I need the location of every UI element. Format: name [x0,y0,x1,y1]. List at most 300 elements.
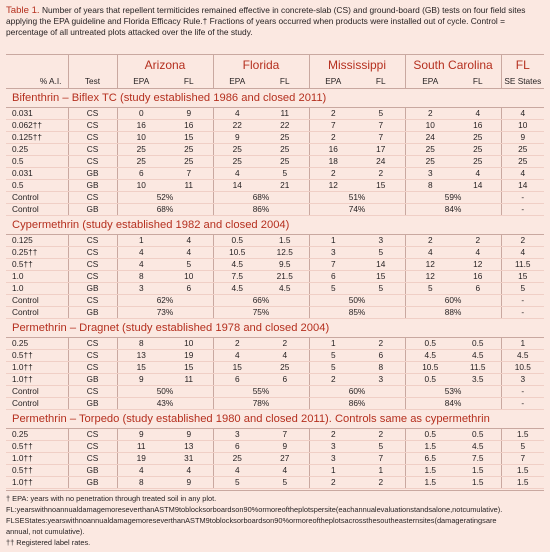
table-cell: 12 [405,271,455,283]
table-cell: 62% [117,295,213,307]
table-cell: 1.5 [455,465,501,477]
table-cell: CS [68,235,117,247]
table-cell: 0.062†† [6,120,68,132]
control-row [6,386,544,398]
table-cell: 2 [309,429,357,441]
table-cell: 25 [213,144,261,156]
table-cell: 10 [405,120,455,132]
state-header: Arizona [117,55,213,76]
table-cell: 0 [117,108,165,120]
table-row [6,283,544,295]
table-cell: 3 [309,441,357,453]
col-header: EPA [309,75,357,89]
table-cell: 0.5†† [6,259,68,271]
table-cell: 5 [357,441,405,453]
table-cell: CS [68,132,117,144]
table-cell: 0.25 [6,429,68,441]
table-cell: 51% [309,192,405,204]
table-cell: 7 [261,429,309,441]
table-cell: 4 [213,168,261,180]
control-row [6,295,544,307]
table-cell: 50% [117,386,213,398]
table-cell: CS [68,386,117,398]
table-cell: 1 [309,235,357,247]
table-cell: 7 [501,453,544,465]
table-cell: 0.25 [6,338,68,350]
table-cell: 10.5 [501,362,544,374]
table-cell: Control [6,192,68,204]
table-cell: 25 [261,156,309,168]
table-row [6,108,544,120]
table-cell: 78% [213,398,309,410]
table-cell: 22 [213,120,261,132]
table-cell: 1.0†† [6,374,68,386]
table-cell: 1.0 [6,283,68,295]
table-cell: CS [68,453,117,465]
table-cell: GB [68,374,117,386]
table-cell: 1 [501,338,544,350]
table-cell: 4.5 [455,441,501,453]
table-body [6,55,544,489]
table-row [6,259,544,271]
table-cell: 12 [405,259,455,271]
table-cell: 0.125†† [6,132,68,144]
table-cell: 25 [213,453,261,465]
table-cell: 10 [165,338,213,350]
table-cell: 8 [405,180,455,192]
table-cell: 1.0†† [6,362,68,374]
table-cell: 15 [165,132,213,144]
table-cell: 43% [117,398,213,410]
table-cell: 6 [117,168,165,180]
table-cell: 10.5 [213,247,261,259]
table-cell: 3 [501,374,544,386]
header-sub-row [6,75,544,89]
table-cell: 4 [261,465,309,477]
table-cell: - [501,307,544,319]
table-cell: 0.5 [6,180,68,192]
table-cell: 1.5 [405,465,455,477]
table-cell: 0.5 [213,235,261,247]
table-cell: 1.5 [261,235,309,247]
table-cell: 4 [455,168,501,180]
table-cell: 59% [405,192,501,204]
table-cell: - [501,204,544,216]
table-cell: 6.5 [405,453,455,465]
table-cell: 2 [309,168,357,180]
footnote: FL:yearswithnoannualdamagemoreseverthanASTM9toblocksorboardson90%ormoreoftheplotspersite(eachannualevaluationstandsalone,notcumulative). [6,505,503,514]
table-cell: GB [68,180,117,192]
table-cell: 2 [455,235,501,247]
table-cell: 15 [357,180,405,192]
table-cell: 4 [117,247,165,259]
table-cell: 0.5†† [6,350,68,362]
table-cell: 11 [117,441,165,453]
table-cell: 0.031 [6,108,68,120]
col-header: SE States [501,75,544,89]
table-cell: 3 [309,247,357,259]
table-cell: 2 [357,429,405,441]
table-cell: 4 [261,350,309,362]
table-cell: 5 [261,168,309,180]
table-cell: 1.0†† [6,477,68,489]
table-cell: 2 [357,477,405,489]
table-cell: 10 [117,132,165,144]
table-cell: 15 [165,362,213,374]
table-cell: 2 [357,338,405,350]
table-cell: 9 [165,477,213,489]
table-cell: 53% [405,386,501,398]
table-cell: 4 [213,350,261,362]
table-cell: 1.5 [501,477,544,489]
table-cell: 1.5 [405,477,455,489]
table-cell: 68% [213,192,309,204]
table-row [6,477,544,489]
table-cell: 15 [117,362,165,374]
table-cell: 1 [309,465,357,477]
table-cell: 0.5†† [6,465,68,477]
caption-text: Number of years that repellent termiticides remained effective in concrete-slab (CS) and ground-board (GB) tests on four field sites applying the EPA guideline and Florida Efficacy Rule.† Fractions of years occurred when products were installed out of cycle. Control = percentage of all untreated plots attacked over the life of the study. [6,5,526,37]
section-title-row [6,410,544,429]
table-cell: 9.5 [261,259,309,271]
table-cell: 7 [309,259,357,271]
table-caption [6,5,544,38]
table-cell: 0.5 [405,429,455,441]
table-cell: 5 [357,247,405,259]
table-cell: 84% [405,398,501,410]
table-cell: 2 [309,477,357,489]
table-cell: 16 [455,271,501,283]
table-cell: 4.5 [213,283,261,295]
table-cell: 4.5 [405,350,455,362]
table-cell: 25 [405,156,455,168]
table-cell: GB [68,168,117,180]
table-cell: 3 [213,429,261,441]
table-cell: 12.5 [261,247,309,259]
table-cell: 4 [501,168,544,180]
table-cell: 2 [501,235,544,247]
col-header: FL [357,75,405,89]
table-cell: 1.5 [501,465,544,477]
table-row [6,374,544,386]
table-cell: 0.5 [6,156,68,168]
table-cell: 5 [357,283,405,295]
table-cell: 1.5 [455,477,501,489]
col-header-test: Test [68,75,117,89]
table-cell: 7 [165,168,213,180]
footnote: †† Registered label rates. [6,538,91,547]
table-cell: CS [68,108,117,120]
table-cell: 2 [309,108,357,120]
table-cell: 7 [357,120,405,132]
table-cell: 7 [309,120,357,132]
table-cell: 84% [405,204,501,216]
table-cell: 5 [501,441,544,453]
table-cell: 25 [455,144,501,156]
table-cell: Control [6,398,68,410]
control-row [6,204,544,216]
section-title-row [6,216,544,235]
table-cell: GB [68,477,117,489]
table-cell: 2 [309,132,357,144]
table-cell: 8 [117,338,165,350]
table-cell: 4 [501,247,544,259]
table-cell: 2 [261,338,309,350]
table-cell: CS [68,295,117,307]
table-cell: 19 [165,350,213,362]
table-row [6,465,544,477]
control-row [6,307,544,319]
table-cell: 55% [213,386,309,398]
section-title: Bifenthrin – Biflex TC (study established 1986 and closed 2011) [6,89,544,108]
table-cell: 11 [165,374,213,386]
table-cell: 25 [261,132,309,144]
table-cell: 5 [501,283,544,295]
footnote: FLSEStates:yearswithnoannualdamagemoreseverthanASTM9toblocksorboardson90%ormoreoftheplotsacrossthesoutheasternsites(damageratingsare [6,516,497,525]
table-cell: CS [68,350,117,362]
table-cell: 4 [213,108,261,120]
table-cell: 9 [213,132,261,144]
table-cell: 1.5 [501,429,544,441]
table-cell: 6 [165,283,213,295]
table-cell: 11.5 [455,362,501,374]
table-cell: 0.5 [405,374,455,386]
table-cell: 3 [309,453,357,465]
table-cell: 11 [165,180,213,192]
table-cell: - [501,386,544,398]
table-cell: 7.5 [455,453,501,465]
table-cell: 15 [357,271,405,283]
table-cell: 60% [405,295,501,307]
table-cell: 4.5 [261,283,309,295]
table-cell: CS [68,144,117,156]
table-cell: CS [68,441,117,453]
table-cell: 12 [309,180,357,192]
table-cell: 25 [455,156,501,168]
table-cell: 1 [309,338,357,350]
table-cell: GB [68,465,117,477]
table-row [6,271,544,283]
table-cell: 4 [213,465,261,477]
table-cell: 6 [261,374,309,386]
table-cell: 16 [165,120,213,132]
table-row [6,441,544,453]
table-cell: 22 [261,120,309,132]
table-cell: 88% [405,307,501,319]
table-cell: Control [6,307,68,319]
table-cell: 73% [117,307,213,319]
table-cell: 10 [501,120,544,132]
table-cell: 9 [117,374,165,386]
table-cell: 24 [357,156,405,168]
table-cell: 60% [309,386,405,398]
table-cell: 0.031 [6,168,68,180]
table-cell: Control [6,295,68,307]
table-cell: 1.5 [405,441,455,453]
table-cell: 25 [213,156,261,168]
col-header: EPA [213,75,261,89]
table-cell: 5 [309,283,357,295]
table-cell: 86% [213,204,309,216]
table-cell: 25 [165,156,213,168]
table-cell: 6 [455,283,501,295]
table-cell: 50% [309,295,405,307]
table-row [6,144,544,156]
table-cell: CS [68,120,117,132]
state-header: Florida [213,55,309,76]
table-cell: 74% [309,204,405,216]
table-cell: - [501,295,544,307]
table-cell: 2 [309,374,357,386]
section-title: Cypermethrin (study established 1982 and closed 2004) [6,216,544,235]
table-cell: GB [68,398,117,410]
control-row [6,192,544,204]
table-cell: Control [6,386,68,398]
table-cell: 25 [455,132,501,144]
table-cell: 3.5 [455,374,501,386]
table-cell: GB [68,283,117,295]
table-cell: 1 [117,235,165,247]
table-row [6,168,544,180]
table-cell: 14 [501,180,544,192]
table-cell: 75% [213,307,309,319]
header-states-row [6,55,544,76]
table-cell: 13 [117,350,165,362]
table-cell: 31 [165,453,213,465]
section-title-row [6,89,544,108]
table-cell: 17 [357,144,405,156]
table-cell: 9 [501,132,544,144]
table-cell: Control [6,204,68,216]
table-cell: 4 [455,108,501,120]
table-cell: 24 [405,132,455,144]
col-header: FL [165,75,213,89]
table-cell: - [501,398,544,410]
table-cell: 15 [213,362,261,374]
table-cell: CS [68,247,117,259]
table-cell: 5 [357,108,405,120]
col-header: EPA [117,75,165,89]
table-row [6,453,544,465]
table-cell: 11.5 [501,259,544,271]
table-cell: 4.5 [455,350,501,362]
table-cell: 4.5 [501,350,544,362]
table-cell: 66% [213,295,309,307]
table-cell: 18 [309,156,357,168]
col-header: FL [261,75,309,89]
table-cell: 4 [405,247,455,259]
state-header: FL [501,55,544,76]
table-cell: 14 [455,180,501,192]
table-row [6,235,544,247]
table-cell: 16 [117,120,165,132]
table-label: Table 1. [6,5,40,16]
table-cell: 1.0†† [6,453,68,465]
table-cell: CS [68,259,117,271]
table-cell: 25 [261,362,309,374]
table-cell: 4 [455,247,501,259]
table-cell: 6 [309,271,357,283]
table-cell: 3 [405,168,455,180]
table-cell: 0.5 [455,429,501,441]
table-row [6,350,544,362]
table-cell: 0.125 [6,235,68,247]
table-cell: 3 [117,283,165,295]
table-cell: 27 [261,453,309,465]
table-cell: 25 [405,144,455,156]
table-cell: 4 [117,465,165,477]
table-cell: 0.25†† [6,247,68,259]
table-cell: GB [68,204,117,216]
table-cell: 7.5 [213,271,261,283]
table-cell: 16 [455,120,501,132]
table-cell: 2 [213,338,261,350]
table-cell: 12 [455,259,501,271]
table-cell: 7 [357,453,405,465]
table-cell: 2 [405,235,455,247]
table-cell: 4.5 [213,259,261,271]
table-cell: CS [68,271,117,283]
table-cell: 85% [309,307,405,319]
table-cell: 5 [261,477,309,489]
table-cell: 11 [261,108,309,120]
table-cell: 25 [117,144,165,156]
control-row [6,398,544,410]
table-row [6,156,544,168]
table-cell: 6 [213,441,261,453]
table-cell: 5 [165,259,213,271]
table-cell: 25 [501,144,544,156]
table-cell: 10 [165,271,213,283]
table-row [6,132,544,144]
table-cell: 21 [261,180,309,192]
table-cell: GB [68,307,117,319]
table-cell: 52% [117,192,213,204]
table-row [6,429,544,441]
table-cell: 14 [213,180,261,192]
table-cell: 2 [405,108,455,120]
state-header: Mississippi [309,55,405,76]
table-cell: 8 [117,477,165,489]
table-cell: 14 [357,259,405,271]
table-cell: 4 [165,465,213,477]
table-cell: 68% [117,204,213,216]
table-cell: CS [68,156,117,168]
col-header: FL [455,75,501,89]
section-title: Permethrin – Dragnet (study established 1978 and closed 2004) [6,319,544,338]
data-table [6,54,544,489]
table-row [6,180,544,192]
table-cell: 25 [501,156,544,168]
table-cell: 8 [357,362,405,374]
table-cell: 19 [117,453,165,465]
table-cell: 6 [357,350,405,362]
table-cell: 0.5†† [6,441,68,453]
table-cell: 3 [357,374,405,386]
table-cell: 86% [309,398,405,410]
table-cell: 21.5 [261,271,309,283]
table-cell: 4 [165,247,213,259]
table-cell: CS [68,192,117,204]
table-cell: 9 [117,429,165,441]
section-title: Permethrin – Torpedo (study established 1980 and closed 2011). Controls same as cypermethrin [6,410,544,429]
table-row [6,120,544,132]
table-cell: 1.0 [6,271,68,283]
table-cell: 25 [165,144,213,156]
table-cell: 8 [117,271,165,283]
table-cell: CS [68,338,117,350]
col-header: EPA [405,75,455,89]
